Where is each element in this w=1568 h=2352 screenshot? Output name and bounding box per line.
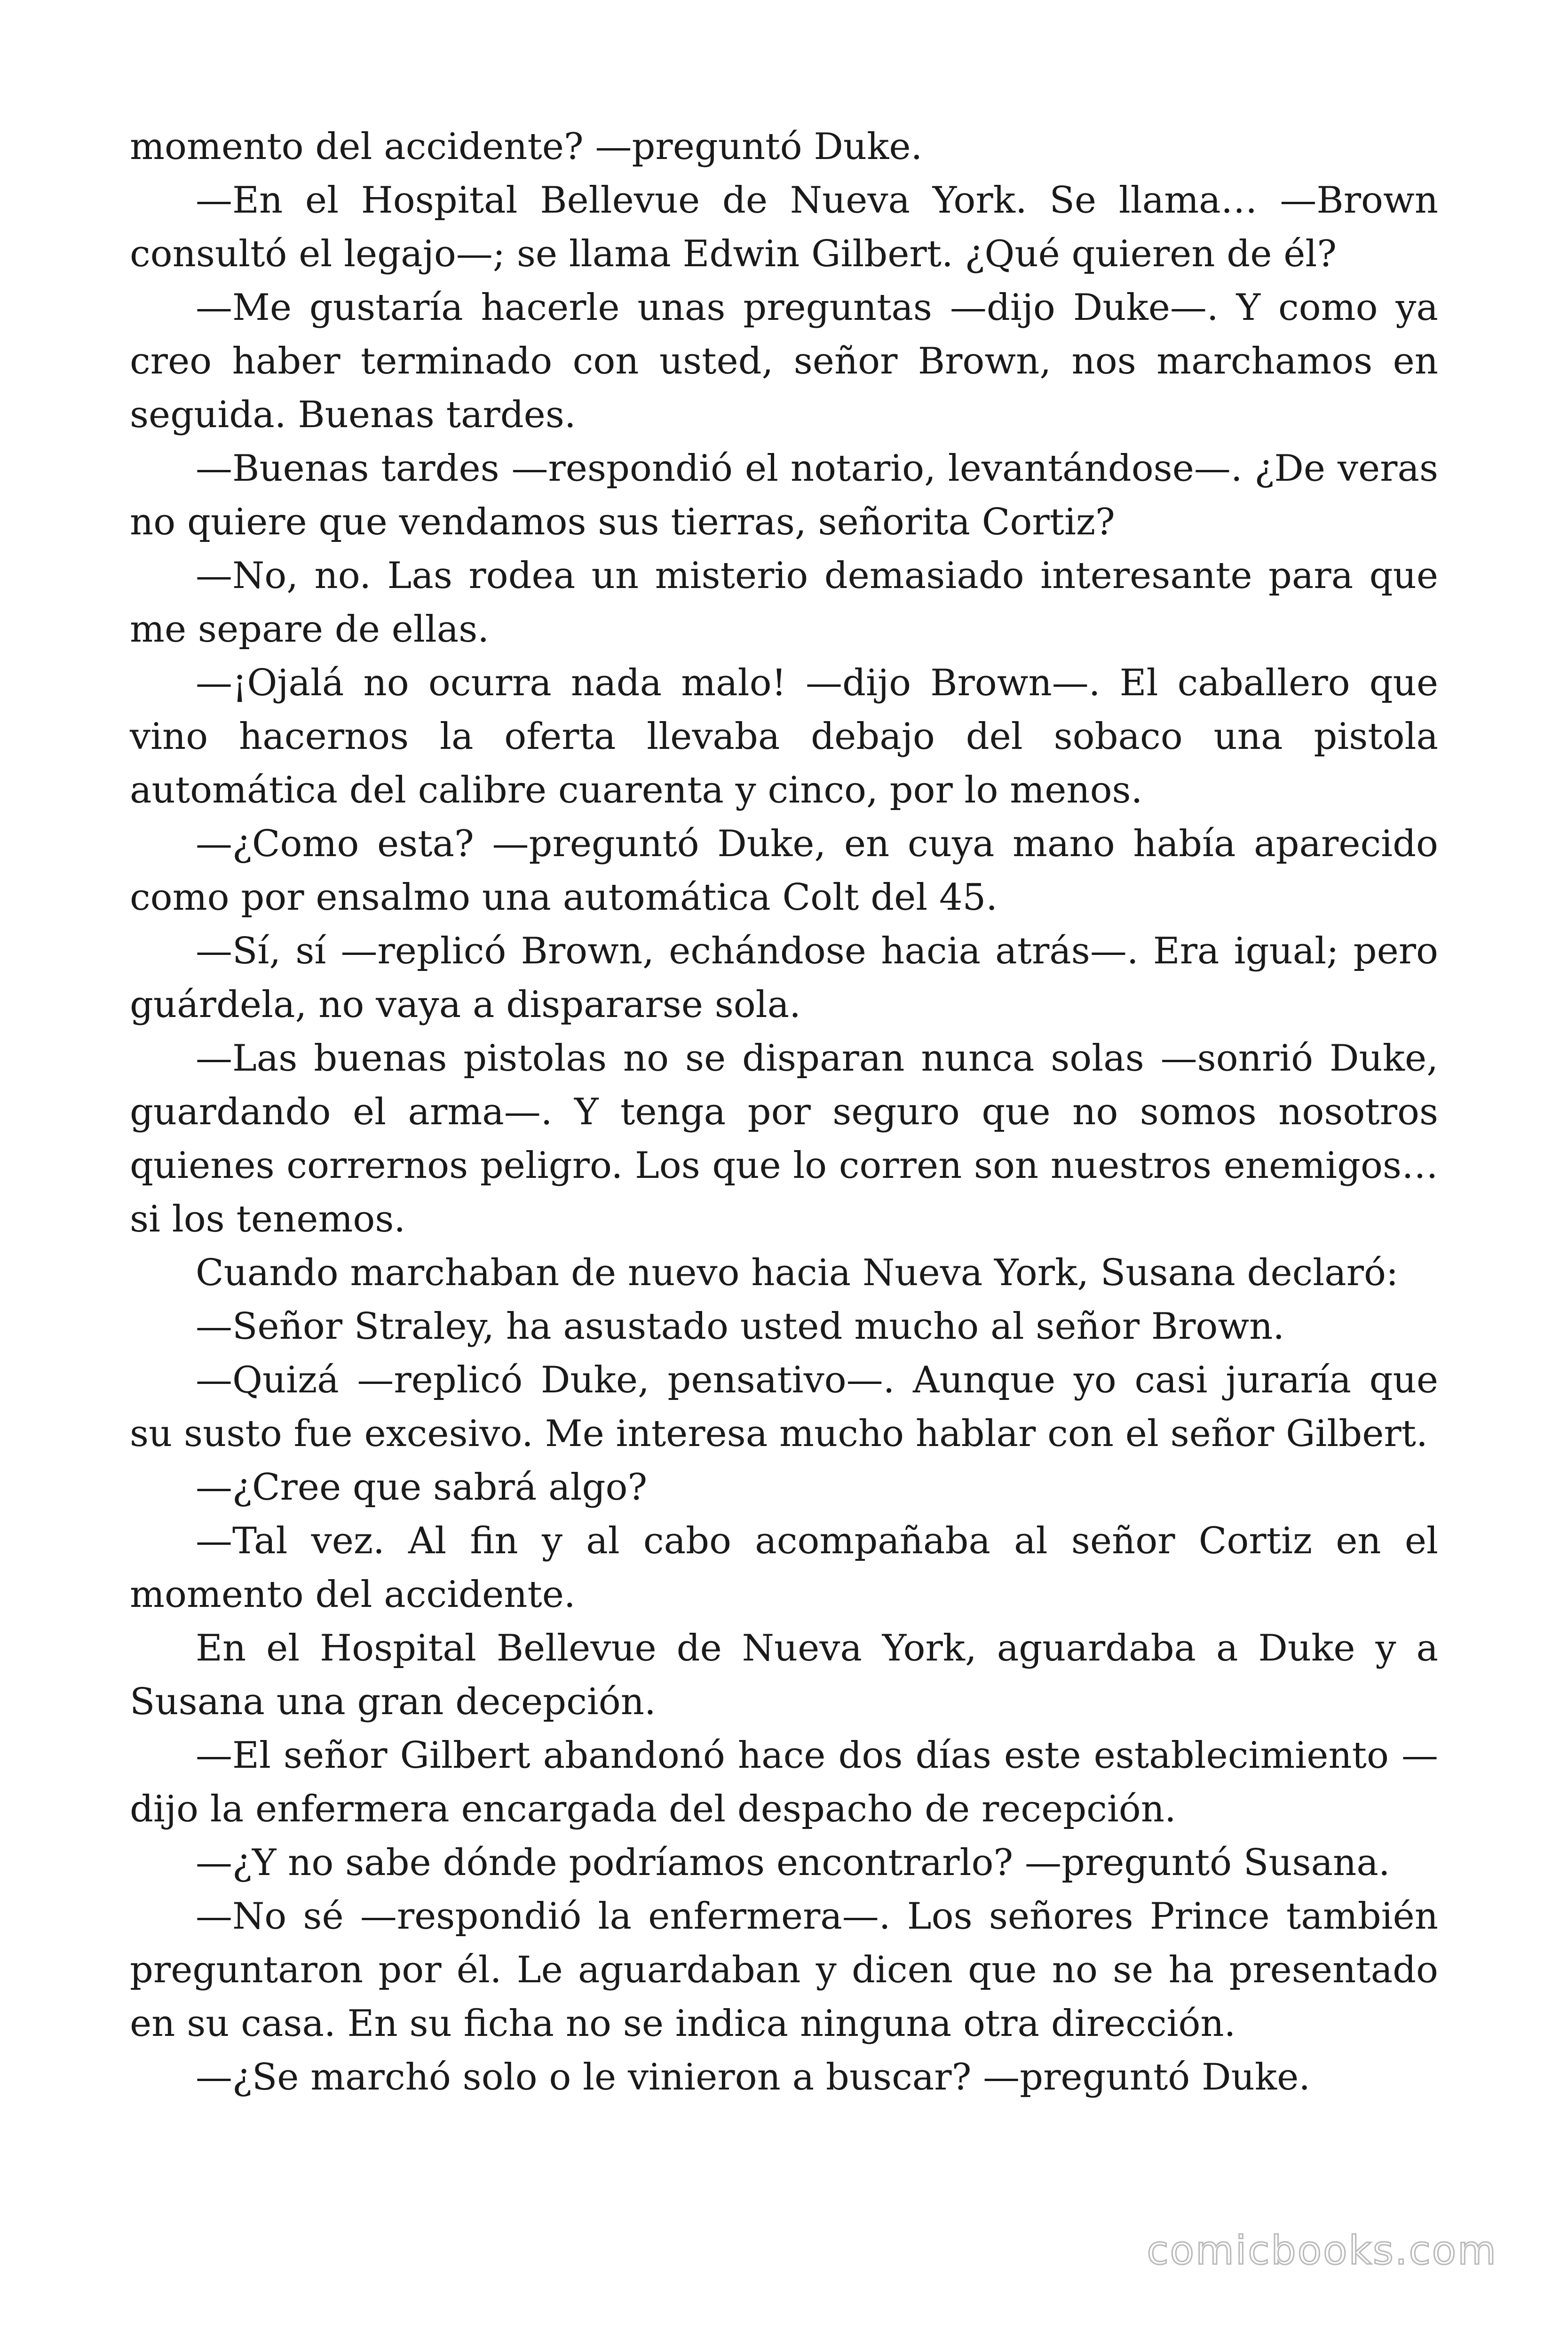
paragraph-11: —Señor Straley, ha asustado usted mucho al señor Brown. bbox=[196, 1305, 1285, 1348]
paragraph-4: —Buenas tardes —respondió el notario, levantándose—. ¿De veras no quiere que vendamos sus tierras, señorita Cortiz? bbox=[130, 447, 1438, 543]
paragraph-6: —¡Ojalá no ocurra nada malo! —dijo Brown—. El caballero que vino hacernos la oferta llevaba debajo del sobaco una pistola automática del calibre cuarenta y cinco, por lo menos. bbox=[130, 662, 1438, 811]
paragraph-15: En el Hospital Bellevue de Nueva York, aguardaba a Duke y a Susana una gran decepción. bbox=[130, 1627, 1438, 1723]
paragraph-5: —No, no. Las rodea un misterio demasiado interesante para que me separe de ellas. bbox=[130, 555, 1438, 651]
paragraph-10: Cuando marchaban de nuevo hacia Nueva York, Susana declaró: bbox=[196, 1252, 1399, 1294]
paragraph-9: —Las buenas pistolas no se disparan nunca solas —sonrió Duke, guardando el arma—. Y tenga por seguro que no somos nosotros quienes corrernos peligro. Los que lo corren son nuestros enemigos… si los tenemos. bbox=[130, 1037, 1438, 1240]
paragraph-14: —Tal vez. Al fin y al cabo acompañaba al señor Cortiz en el momento del accidente. bbox=[130, 1520, 1438, 1616]
paragraph-17: —¿Y no sabe dónde podríamos encontrarlo? —preguntó Susana. bbox=[196, 1842, 1390, 1884]
paragraph-8: —Sí, sí —replicó Brown, echándose hacia atrás—. Era igual; pero guárdela, no vaya a dispararse sola. bbox=[130, 930, 1438, 1026]
paragraph-16: —El señor Gilbert abandonó hace dos días este establecimiento —dijo la enfermera encargada del despacho de recepción. bbox=[130, 1734, 1438, 1830]
paragraph-12: —Quizá —replicó Duke, pensativo—. Aunque yo casi juraría que su susto fue excesivo. Me interesa mucho hablar con el señor Gilbert. bbox=[130, 1359, 1438, 1455]
paragraph-13: —¿Cree que sabrá algo? bbox=[196, 1466, 648, 1509]
paragraph-1: momento del accidente? —preguntó Duke. bbox=[130, 126, 923, 168]
body-text bbox=[130, 120, 1438, 2104]
watermark: comicbooks.com bbox=[1147, 2227, 1497, 2273]
paragraph-2: —En el Hospital Bellevue de Nueva York. Se llama… —Brown consultó el legajo—; se llama Edwin Gilbert. ¿Qué quieren de él? bbox=[130, 179, 1438, 275]
paragraph-18: —No sé —respondió la enfermera—. Los señores Prince también preguntaron por él. Le aguardaban y dicen que no se ha presentado en su casa. En su ficha no se indica ninguna otra dirección. bbox=[130, 1895, 1438, 2045]
paragraph-3: —Me gustaría hacerle unas preguntas —dijo Duke—. Y como ya creo haber terminado con usted, señor Brown, nos marchamos en seguida. Buenas tardes. bbox=[130, 286, 1438, 436]
paragraph-7: —¿Como esta? —preguntó Duke, en cuya mano había aparecido como por ensalmo una automática Colt del 45. bbox=[130, 823, 1438, 919]
paragraph-19: —¿Se marchó solo o le vinieron a buscar? —preguntó Duke. bbox=[196, 2056, 1311, 2098]
